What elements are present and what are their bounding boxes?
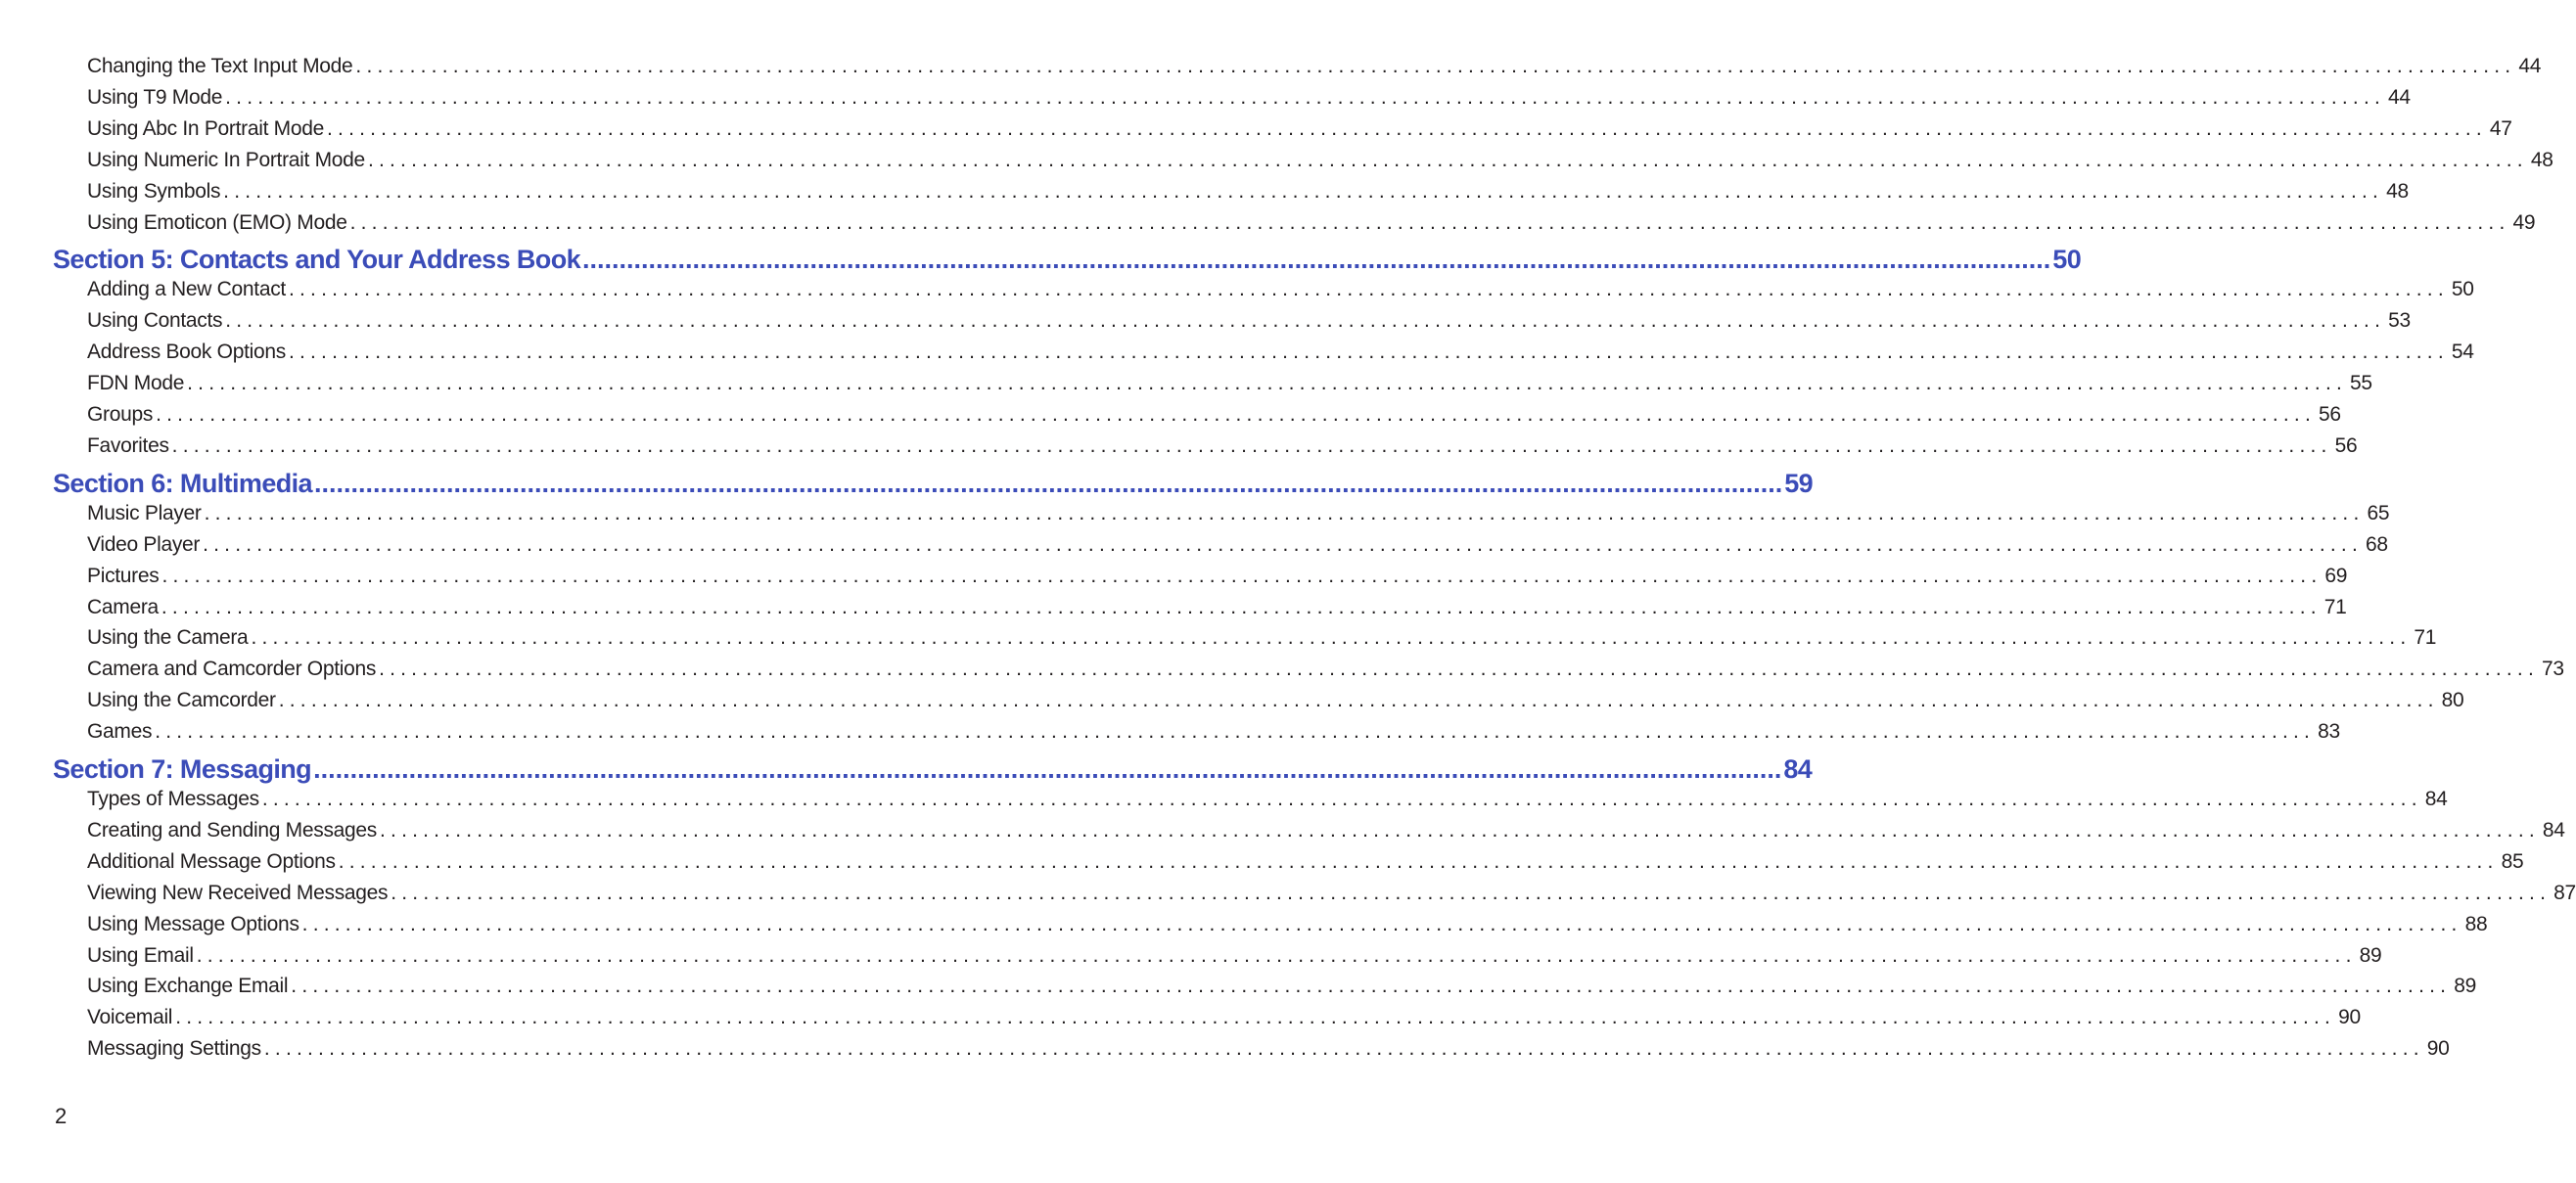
- toc-dot-leader: ........................................................................................................................................................................................................: [225, 309, 2386, 333]
- toc-dot-leader: ........................................................................................................................................................................................................: [338, 849, 2499, 873]
- toc-entry[interactable]: [87, 55, 2542, 84]
- toc-dot-leader: ........................................................................................................................................................................................................: [175, 1006, 2336, 1029]
- toc-dot-leader: ........................................................................................................................................................................................................: [155, 720, 2316, 744]
- toc-page-number: 65: [2367, 501, 2390, 524]
- toc-entry-label: Voicemail: [87, 1006, 173, 1029]
- toc-page-number: 73: [2541, 658, 2564, 681]
- toc-entry[interactable]: [87, 433, 2358, 464]
- toc-entry-label: Using Abc In Portrait Mode: [87, 116, 324, 140]
- toc-page-number: 44: [2388, 85, 2411, 109]
- toc-entry-label: Using Numeric In Portrait Mode: [87, 148, 365, 171]
- toc-dot-leader: ........................................................................................................................................................................................................: [171, 433, 2332, 457]
- toc-entry-label: Address Book Options: [87, 341, 286, 364]
- toc-entry[interactable]: [87, 116, 2512, 147]
- toc-page-number: 53: [2388, 309, 2411, 333]
- toc-entry[interactable]: [87, 689, 2464, 718]
- toc-dot-leader: ........................................................................................................................................................................................................: [301, 912, 2462, 935]
- toc-page-number: 50: [2052, 245, 2082, 275]
- toc-entry[interactable]: [87, 943, 2382, 974]
- toc-dot-leader: ........................................................................................................................................................................................................: [187, 372, 2348, 395]
- toc-page-number: 55: [2350, 372, 2372, 395]
- toc-page-number: 44: [2518, 55, 2542, 77]
- toc-page-number: 90: [2426, 1037, 2450, 1061]
- toc-entry-label: Using Email: [87, 943, 194, 967]
- toc-entry[interactable]: [87, 1037, 2450, 1067]
- toc-dot-leader: ........................................................................................................................................................................................................: [156, 403, 2316, 426]
- toc-entry-label: Using Contacts: [87, 309, 223, 333]
- toc-dot-leader: ........................................................................................................................................................................................................: [204, 501, 2365, 524]
- toc-dot-leader: ........................................................................................................................................................................................................: [327, 116, 2487, 140]
- toc-dot-leader: ........................................................................................................................................................................................................: [225, 85, 2386, 109]
- toc-entry[interactable]: [87, 210, 2536, 241]
- toc-entry[interactable]: [87, 179, 2409, 209]
- toc-page-number: 90: [2338, 1006, 2361, 1029]
- toc-entry[interactable]: [87, 85, 2411, 115]
- toc-entry-label: Camera: [87, 595, 159, 618]
- toc-page-number: 59: [1784, 468, 1814, 498]
- toc-entry-label: Using T9 Mode: [87, 85, 223, 109]
- toc-entry[interactable]: [87, 595, 2347, 625]
- toc-entry-label: Favorites: [87, 433, 169, 457]
- toc-dot-leader: ........................................................................................................................................................................................................: [313, 754, 1782, 784]
- toc-page-number: 49: [2512, 210, 2536, 234]
- toc-dot-leader: ........................................................................................................................................................................................................: [223, 179, 2384, 203]
- toc-entry[interactable]: [87, 975, 2476, 1004]
- toc-dot-leader: ........................................................................................................................................................................................................: [391, 881, 2552, 904]
- toc-entry-label: Section 6: Multimedia: [53, 468, 312, 498]
- toc-page-number: 84: [1783, 754, 1813, 784]
- toc-page-number: 56: [2334, 433, 2358, 457]
- toc-page-number: 68: [2366, 532, 2388, 556]
- toc-page-number: 83: [2318, 720, 2340, 744]
- toc-page-number: 88: [2464, 912, 2488, 935]
- toc-entry-label: Types of Messages: [87, 788, 259, 810]
- toc-entry-label: Creating and Sending Messages: [87, 818, 377, 842]
- toc-entry-label: Video Player: [87, 532, 201, 556]
- toc-page-number: 85: [2501, 849, 2524, 873]
- toc-dot-leader: ........................................................................................................................................................................................................: [582, 245, 2051, 275]
- toc-page-number: 48: [2386, 179, 2409, 203]
- toc-dot-leader: ........................................................................................................................................................................................................: [288, 341, 2449, 364]
- toc-entry[interactable]: [87, 532, 2388, 563]
- toc-dot-leader: ........................................................................................................................................................................................................: [313, 468, 1783, 498]
- toc-dot-leader: ........................................................................................................................................................................................................: [349, 210, 2510, 234]
- toc-section-heading[interactable]: [53, 754, 1813, 792]
- toc-entry[interactable]: [87, 658, 2564, 687]
- toc-dot-leader: ........................................................................................................................................................................................................: [367, 148, 2528, 171]
- toc-entry[interactable]: [87, 278, 2474, 307]
- toc-entry-label: Groups: [87, 403, 154, 426]
- toc-page-number: 80: [2441, 689, 2464, 712]
- toc-section-heading[interactable]: [53, 245, 2082, 282]
- toc-page-number: 56: [2318, 403, 2341, 426]
- toc-dot-leader: ........................................................................................................................................................................................................: [196, 943, 2357, 967]
- toc-entry-label: Adding a New Contact: [87, 278, 286, 301]
- toc-entry-label: Pictures: [87, 564, 160, 587]
- toc-entry-label: Camera and Camcorder Options: [87, 658, 377, 681]
- toc-dot-leader: ........................................................................................................................................................................................................: [379, 658, 2539, 681]
- toc-entry[interactable]: [87, 849, 2524, 880]
- toc-entry-label: Additional Message Options: [87, 849, 336, 873]
- toc-dot-leader: ........................................................................................................................................................................................................: [380, 818, 2540, 842]
- toc-dot-leader: ........................................................................................................................................................................................................: [251, 626, 2412, 650]
- toc-entry-label: Section 7: Messaging: [53, 754, 312, 784]
- toc-page-number: 87: [2553, 881, 2576, 904]
- toc-entry-label: Music Player: [87, 501, 202, 524]
- toc-dot-leader: ........................................................................................................................................................................................................: [355, 55, 2516, 77]
- toc-section-heading[interactable]: [53, 468, 1814, 506]
- toc-dot-leader: ........................................................................................................................................................................................................: [263, 1037, 2424, 1061]
- toc-entry[interactable]: [87, 788, 2448, 817]
- page-number: 2: [55, 1104, 68, 1128]
- toc-entry[interactable]: [87, 720, 2340, 750]
- toc-entry-label: Using the Camera: [87, 626, 249, 650]
- toc-page-number: 84: [2424, 788, 2448, 810]
- toc-entry-label: Changing the Text Input Mode: [87, 55, 353, 77]
- toc-entry-label: Using the Camcorder: [87, 689, 276, 712]
- toc-page-number: 47: [2489, 116, 2512, 140]
- toc-page-number: 89: [2359, 943, 2382, 967]
- toc-dot-leader: ........................................................................................................................................................................................................: [278, 689, 2439, 712]
- toc-page-number: 84: [2542, 818, 2565, 842]
- toc-entry[interactable]: [87, 1006, 2361, 1035]
- toc-entry[interactable]: [87, 309, 2411, 339]
- toc-dot-leader: ........................................................................................................................................................................................................: [288, 278, 2449, 301]
- toc-entry[interactable]: [87, 912, 2488, 942]
- toc-dot-leader: ........................................................................................................................................................................................................: [161, 564, 2323, 587]
- toc-entry[interactable]: [87, 403, 2341, 432]
- toc-entry-label: Using Symbols: [87, 179, 221, 203]
- toc-entry[interactable]: [87, 148, 2553, 178]
- toc-page-number: 89: [2454, 975, 2476, 998]
- toc-dot-leader: ........................................................................................................................................................................................................: [291, 975, 2452, 998]
- toc-entry-label: Viewing New Received Messages: [87, 881, 389, 904]
- toc-entry[interactable]: [87, 341, 2474, 370]
- toc-entry[interactable]: [87, 626, 2437, 656]
- toc-entry-label: Using Emoticon (EMO) Mode: [87, 210, 347, 234]
- toc-entry-label: Games: [87, 720, 153, 744]
- toc-page-number: 50: [2451, 278, 2474, 301]
- toc-page-number: 69: [2324, 564, 2348, 587]
- toc-page-number: 71: [2323, 595, 2347, 618]
- toc-entry[interactable]: [87, 501, 2390, 531]
- toc-dot-leader: ........................................................................................................................................................................................................: [261, 788, 2422, 810]
- toc-entry[interactable]: [87, 372, 2372, 401]
- toc-page-number: 71: [2414, 626, 2437, 650]
- toc-page-number: 48: [2530, 148, 2553, 171]
- toc-entry[interactable]: [87, 818, 2565, 848]
- toc-entry[interactable]: [87, 881, 2576, 911]
- toc-page-number: 54: [2451, 341, 2474, 364]
- toc-dot-leader: ........................................................................................................................................................................................................: [203, 532, 2363, 556]
- toc-entry-label: Section 5: Contacts and Your Address Book: [53, 245, 580, 275]
- toc-dot-leader: ........................................................................................................................................................................................................: [161, 595, 2322, 618]
- toc-entry-label: FDN Mode: [87, 372, 185, 395]
- toc-entry[interactable]: [87, 564, 2348, 594]
- toc-entry-label: Messaging Settings: [87, 1037, 261, 1061]
- toc-entry-label: Using Exchange Email: [87, 975, 289, 998]
- toc-entry-label: Using Message Options: [87, 912, 299, 935]
